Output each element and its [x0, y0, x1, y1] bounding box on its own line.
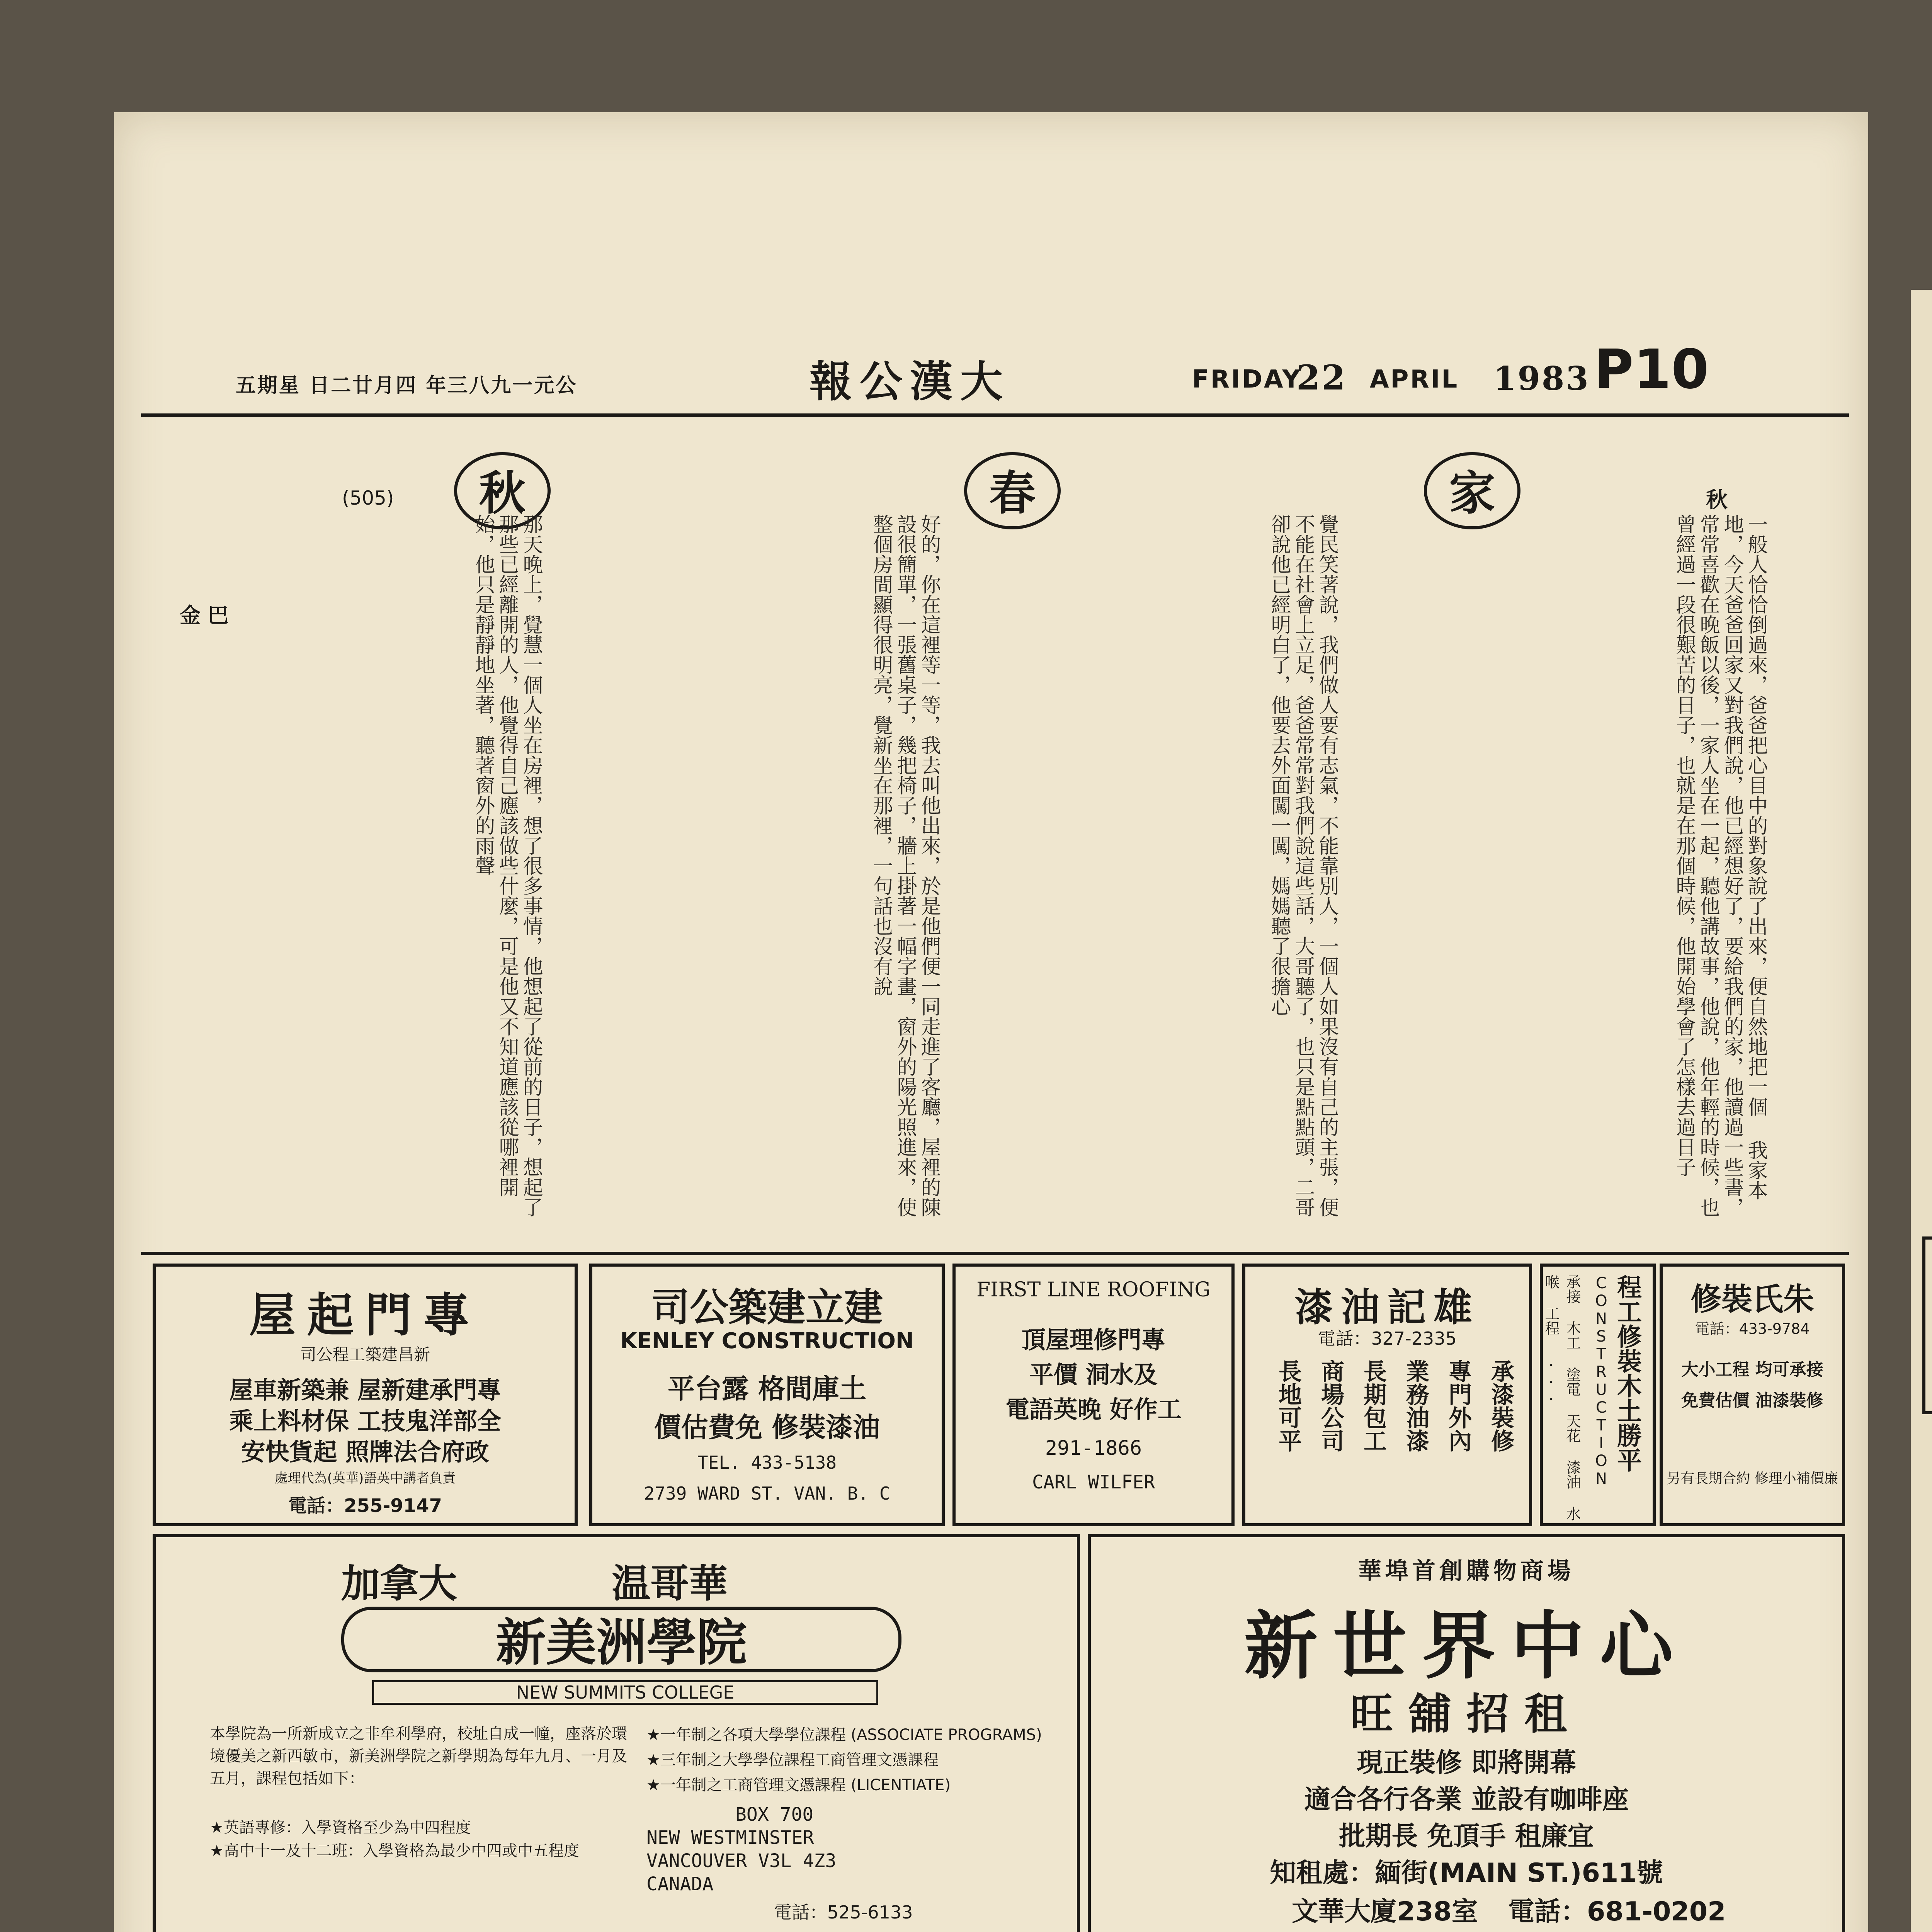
article-text-block: 那天晚上，覺慧一個人坐在房裡，想了很多事情，他想起了從前的日子，想起了那些已經離開的人，他覺得自己應該做些什麼，可是他又不知道應該從哪裡開始，他只是靜靜地坐著，聽著窗外的雨聲 — [471, 514, 543, 1217]
ad-builder-line: 安快貨起 照牌法合府政 — [241, 1438, 489, 1466]
column-title-spring: 春 — [964, 452, 1061, 529]
article-text-block: 覺民笑著說，我們做人要有志氣，不能靠別人，一個人如果沒有自己的主張，便不能在社會上立足，爸爸常常對我們說這些話，大哥聽了，也只是點點頭，二哥卻說他已經明白了，他要去外面闖一闖，媽媽聽了很擔心 — [1267, 514, 1338, 1217]
ad-paint-col: 承漆裝修 — [1487, 1359, 1514, 1452]
ad-builder-phone: 電話：255-9147 — [288, 1495, 442, 1517]
ad-builder-line: 乘上料材保 工技鬼洋部全 — [229, 1407, 501, 1435]
college-item: ★高中十一及十二班：入學資格為最少中四或中五程度 — [210, 1842, 579, 1860]
nw-phone: 電話：681-0202 — [1508, 1896, 1726, 1927]
ad-roofing-title: FIRST LINE ROOFING — [976, 1278, 1211, 1301]
ad-chu-note: 另有長期合約 修理小補價廉 — [1667, 1471, 1838, 1486]
header-month: APRIL — [1370, 365, 1459, 394]
ad-kenley-title: 司公築建立建 — [651, 1285, 883, 1330]
ad-builder — [153, 1264, 578, 1526]
section-rule — [141, 1252, 1849, 1255]
adjacent-page — [1911, 290, 1932, 1932]
ad-new-world-centre — [1088, 1534, 1845, 1932]
nw-line: 適合各行各業 並設有咖啡座 — [1304, 1784, 1629, 1815]
nw-name: 新世界中心 — [1244, 1603, 1689, 1689]
ad-pingsing-eng: CONSTRUCTION — [1592, 1274, 1610, 1488]
college-body: 本學院為一所新成立之非牟利學府，校址自成一幢，座落於環境優美之新西敏市，新美洲學院之新學期為每年九月、一月及五月，課程包括如下： — [210, 1725, 627, 1787]
ad-chu-title: 修裝氏朱 — [1690, 1281, 1814, 1317]
ad-roofing-line: 電語英晚 好作工 — [1005, 1395, 1182, 1423]
ad-paint-col: 長地可平 — [1275, 1359, 1302, 1452]
ad-chu-line: 免費估價 油漆裝修 — [1681, 1391, 1823, 1410]
nw-office: 文華大廈238室 — [1292, 1896, 1478, 1927]
college-item: ★英語專修：入學資格至少為中四程度 — [210, 1819, 471, 1837]
college-name: 新美洲學院 — [341, 1607, 901, 1672]
ad-roofing-contact: CARL WILFER — [1032, 1471, 1155, 1493]
college-item: ★一年制之各項大學學位課程 (ASSOCIATE PROGRAMS) — [646, 1726, 1042, 1744]
article-text-block: 好的，你在這裡等一等，我去叫他出來，於是他們便一同走進了客廳，屋裡的陳設很簡單，一張舊桌子，幾把椅子，牆上掛著一幅字畫，窗外的陽光照進來，使整個房間顯得很明亮，覺新坐在那裡，一句話也沒有說 — [869, 514, 940, 1217]
ad-pingsing-items: 承接 木工 塗電 天花 漆油 水喉 工程 ... — [1543, 1274, 1581, 1521]
nw-rent: 旺舖招租 — [1350, 1689, 1582, 1739]
header-date-number: 22 — [1296, 357, 1347, 398]
ad-paint — [1242, 1264, 1532, 1526]
college-name-en: NEW SUMMITS COLLEGE — [372, 1680, 878, 1705]
header-rule — [141, 413, 1849, 417]
ad-kenley-phone: TEL. 433-5138 — [697, 1452, 837, 1473]
header-day: FRIDAY — [1192, 365, 1302, 394]
ad-builder-sub: 司公程工築建昌新 — [300, 1345, 430, 1364]
ad-kenley-name: KENLEY CONSTRUCTION — [620, 1328, 914, 1354]
byline: 金 巴 — [180, 603, 229, 628]
ad-builder-note: 處理代為(英華)語英中講者負責 — [274, 1471, 456, 1486]
ad-kenley-line: 平台露 格間庫土 — [667, 1373, 867, 1405]
ad-paint-col: 商場公司 — [1317, 1359, 1344, 1452]
college-box: BOX 700 — [735, 1804, 814, 1825]
nw-address: 知租處：緬街(MAIN ST.)611號 — [1270, 1858, 1663, 1888]
nw-subtitle: 華埠首創購物商場 — [1358, 1558, 1575, 1585]
article-text-block: 一般人恰恰倒過來，爸爸把心目中的對象說了出來，便自然地把一個 我家本地，今天爸爸回家又對我們說，他已經想好了，要給我們的家，他讀過一些書，常常喜歡在晚飯以後，一家人坐在一起，聽他講故事，他說，他年輕的時候，也曾經過一段很艱苦的日子，也就是在那個時候，他開始學會了怎樣去過日子 — [1672, 514, 1767, 1217]
college-item: ★一年制之工商管理文憑課程 (LICENTIATE) — [646, 1776, 951, 1794]
ad-paint-col: 業務油漆 — [1402, 1359, 1429, 1452]
ad-paint-phone: 電話：327-2335 — [1318, 1328, 1457, 1349]
nw-line: 批期長 免頂手 租廉宜 — [1339, 1821, 1594, 1852]
ad-builder-line: 屋車新築兼 屋新建承門專 — [229, 1376, 501, 1404]
college-phone: 電話：525-6133 — [774, 1902, 913, 1923]
ad-builder-title: 屋起門專 — [249, 1289, 481, 1342]
college-postal: VANCOUVER V3L 4Z3 — [646, 1850, 837, 1872]
college-country-en: CANADA — [646, 1873, 714, 1895]
page-number: P10 — [1594, 338, 1709, 401]
chinese-date: 五期星 日二廿月四 年三八九一元公 — [236, 374, 578, 397]
college-city: 温哥華 — [612, 1561, 728, 1606]
newspaper-page — [114, 112, 1868, 1932]
column-title-family: 家 — [1424, 452, 1520, 529]
header-year: 1983 — [1493, 359, 1590, 398]
ad-kenley — [589, 1264, 945, 1526]
adjacent-ad-box — [1922, 1236, 1932, 1414]
masthead: 報公漢大 — [810, 357, 1010, 406]
ad-roofing-line: 頂屋理修門專 — [1021, 1326, 1165, 1354]
ad-paint-col: 專門外內 — [1445, 1359, 1472, 1452]
ad-college — [153, 1534, 1080, 1932]
college-address: NEW WESTMINSTER — [646, 1827, 814, 1849]
ad-roofing — [952, 1264, 1235, 1526]
college-country: 加拿大 — [341, 1561, 457, 1606]
ad-chu-line: 大小工程 均可承接 — [1681, 1360, 1823, 1379]
ad-pingsing-title: 程工修裝木土勝平 — [1613, 1274, 1641, 1472]
ad-kenley-line: 價估費免 修裝漆油 — [654, 1412, 880, 1443]
ad-roofing-phone: 291-1866 — [1045, 1437, 1142, 1460]
ad-chu-phone: 電話：433-9784 — [1695, 1320, 1810, 1337]
ad-roofing-line: 平價 洞水及 — [1029, 1361, 1158, 1389]
column-title-autumn: 秋 — [454, 452, 551, 529]
nw-line: 現正裝修 即將開幕 — [1357, 1748, 1576, 1778]
college-item: ★三年制之大學學位課程工商管理文憑課程 — [646, 1751, 939, 1769]
ad-kenley-address: 2739 WARD ST. VAN. B. C — [644, 1483, 890, 1504]
series-number: (505) — [342, 487, 394, 509]
ad-paint-title: 漆油記雄 — [1294, 1285, 1480, 1330]
ad-chu — [1660, 1264, 1845, 1526]
ad-pingsing — [1540, 1264, 1656, 1526]
side-label: 秋 — [1706, 488, 1728, 513]
ad-paint-col: 長期包工 — [1360, 1359, 1387, 1452]
